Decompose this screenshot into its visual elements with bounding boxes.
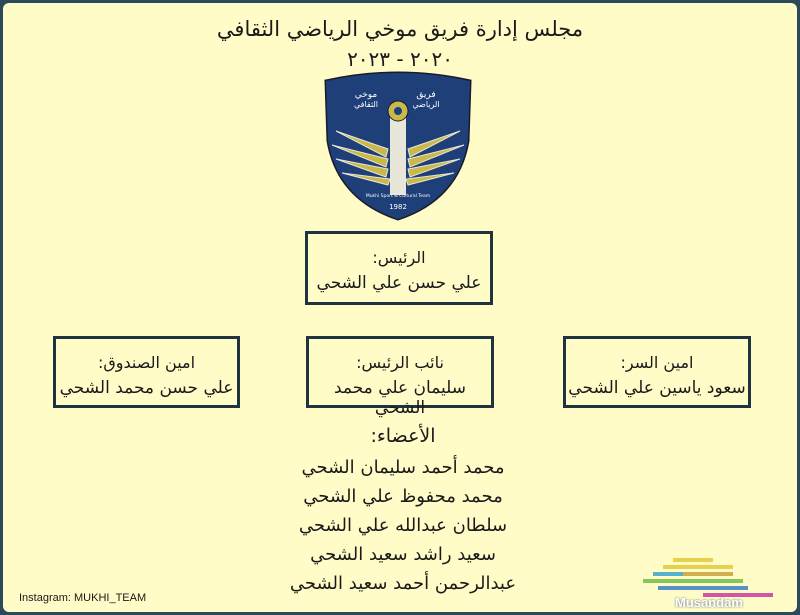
member-item: سعيد راشد سعيد الشحي bbox=[310, 544, 496, 565]
secretary-box bbox=[563, 336, 751, 408]
member-item: محمد أحمد سليمان الشحي bbox=[301, 457, 505, 478]
member-item: عبدالرحمن أحمد سعيد الشحي bbox=[289, 573, 517, 594]
vice-president-name: سليمان علي محمد الشحي bbox=[333, 378, 467, 418]
member-item: محمد محفوظ علي الشحي bbox=[303, 486, 503, 507]
logo-text-cultural: الثقافي bbox=[353, 100, 379, 109]
members-heading: الأعضاء: bbox=[370, 425, 436, 447]
team-logo bbox=[318, 71, 478, 223]
president-box bbox=[305, 231, 493, 305]
watermark-text: Musandam bbox=[675, 595, 743, 610]
secretary-role: امين السر: bbox=[620, 353, 694, 372]
member-item: سلطان عبدالله علي الشحي bbox=[298, 515, 508, 536]
logo-text-mukhi: موخي bbox=[354, 90, 378, 100]
president-name: علي حسن علي الشحي bbox=[316, 273, 482, 293]
logo-text-sport: الرياضي bbox=[412, 100, 440, 109]
vice-president-box bbox=[306, 336, 494, 418]
page-title: مجلس إدارة فريق موخي الرياضي الثقافي bbox=[216, 17, 584, 41]
instagram-handle: Instagram: MUKHI_TEAM bbox=[19, 592, 147, 604]
treasurer-name: علي حسن محمد الشحي bbox=[59, 378, 234, 398]
vice-president-role: نائب الرئيس: bbox=[356, 353, 444, 372]
org-chart-page bbox=[3, 3, 797, 612]
secretary-name: سعود ياسين علي الشحي bbox=[568, 378, 746, 398]
logo-text-english: Mukhi Sport & Cultural Team bbox=[365, 194, 431, 199]
president-role: الرئيس: bbox=[372, 248, 426, 267]
logo-text-team: فريق bbox=[416, 90, 436, 100]
treasurer-role: امين الصندوق: bbox=[97, 353, 196, 372]
members-section bbox=[203, 425, 603, 598]
term-years: ٢٠٢٠ - ٢٠٢٣ bbox=[347, 47, 453, 71]
logo-text-year: 1982 bbox=[389, 203, 407, 211]
treasurer-box bbox=[53, 336, 240, 408]
